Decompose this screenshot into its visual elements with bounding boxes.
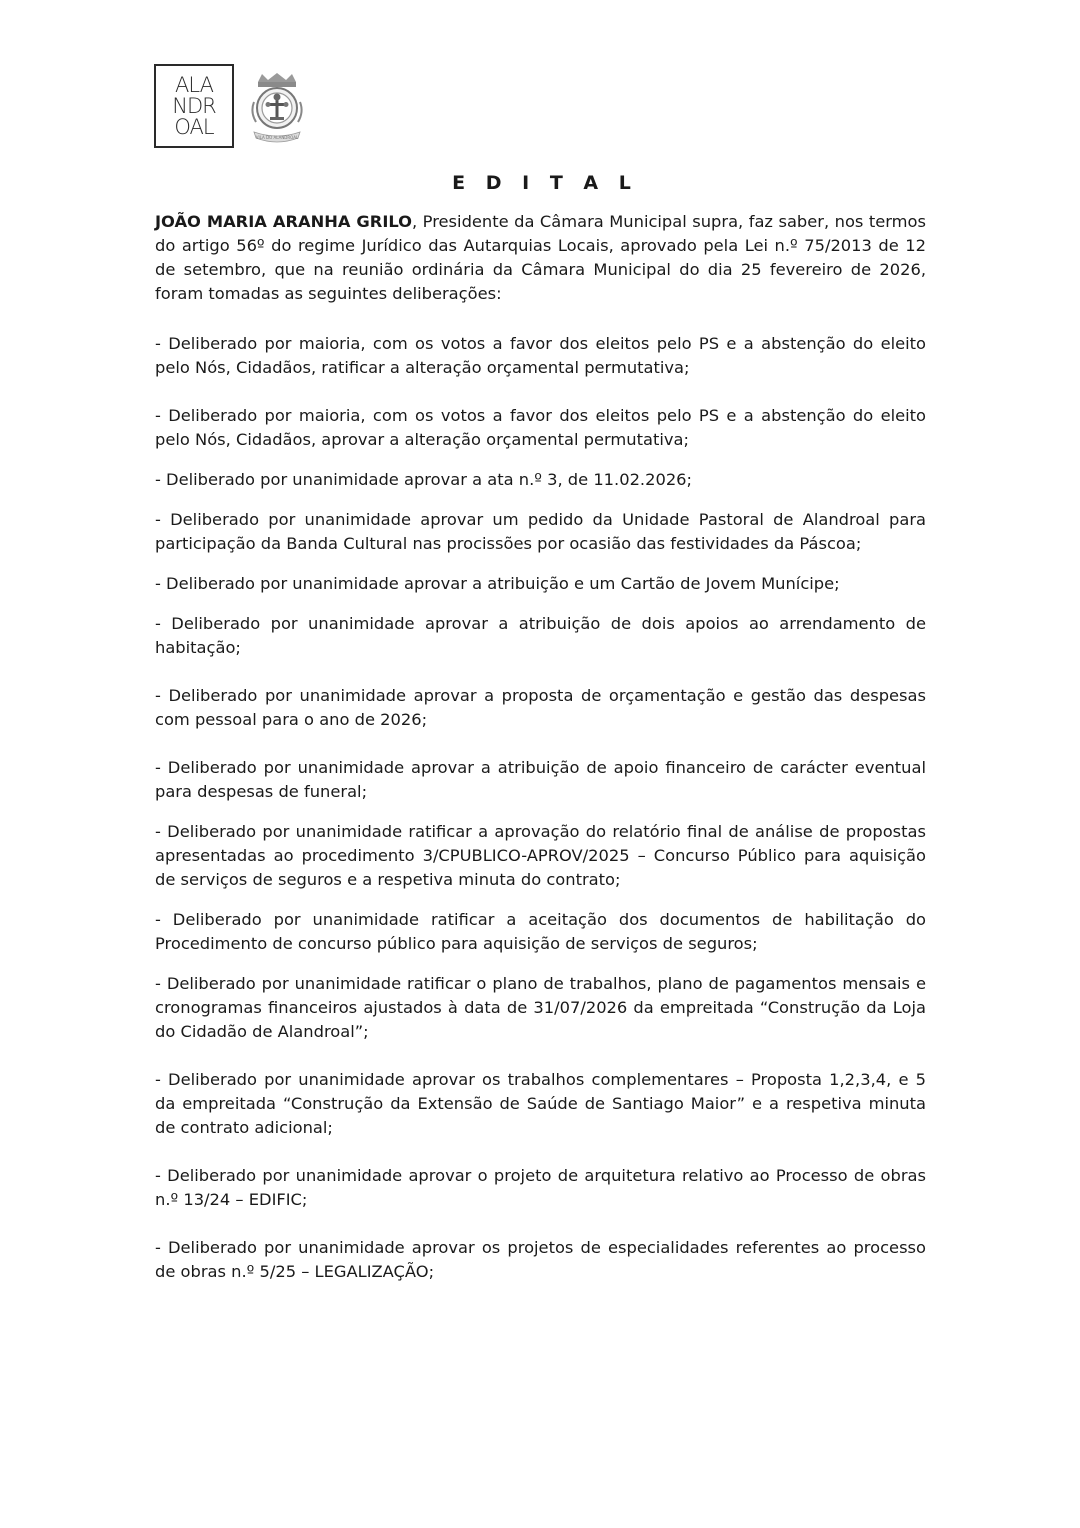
deliberation-item: - Deliberado por unanimidade aprovar os trabalhos complementares – Proposta 1,2,3,4, e 5 da empreitada “Construção da Extensão de Saúde de Santiago Maior” e a respetiva minuta de contrato adicional; — [155, 1070, 926, 1137]
deliberation-item: - Deliberado por unanimidade aprovar a ata n.º 3, de 11.02.2026; — [155, 470, 693, 489]
seal-caption: VILA DO ALANDROAL — [255, 135, 299, 140]
deliberation-item: - Deliberado por unanimidade aprovar a proposta de orçamentação e gestão das despesas com pessoal para o ano de 2026; — [155, 686, 926, 729]
deliberation-item: - Deliberado por unanimidade aprovar a atribuição e um Cartão de Jovem Munícipe; — [155, 574, 840, 593]
alandroal-wordmark-logo — [154, 64, 234, 148]
deliberation-item: - Deliberado por maioria, com os votos a favor dos eleitos pelo PS e a abstenção do eleito pelo Nós, Cidadãos, aprovar a alteração orçamental permutativa; — [155, 406, 926, 449]
president-name: JOÃO MARIA ARANHA GRILO — [155, 212, 413, 231]
wordmark-line: OAL — [174, 114, 214, 139]
document-body — [155, 210, 926, 1284]
wordmark-line: ALA — [175, 72, 213, 97]
coat-of-arms-icon — [246, 72, 308, 162]
wordmark-line: NDR — [172, 93, 216, 118]
deliberation-item: - Deliberado por unanimidade aprovar a atribuição de dois apoios ao arrendamento de habitação; — [155, 614, 926, 657]
deliberation-item: - Deliberado por unanimidade aprovar o projeto de arquitetura relativo ao Processo de obras n.º 13/24 – EDIFIC; — [155, 1166, 926, 1209]
deliberation-item: - Deliberado por unanimidade aprovar os projetos de especialidades referentes ao processo de obras n.º 5/25 – LEGALIZAÇÃO; — [155, 1238, 926, 1281]
intro-paragraph — [155, 210, 926, 306]
intro-text: , Presidente da Câmara Municipal supra, faz saber, nos termos do artigo 56º do regime Jurídico das Autarquias Locais, aprovado pela Lei n.º 75/2013 de 12 de setembro, que na reunião ordinária da Câmara Municipal do dia 25 fevereiro de 2026, foram tomadas as seguintes deliberações: — [155, 212, 926, 303]
deliberation-item: - Deliberado por unanimidade ratificar a aceitação dos documentos de habilitação do Procedimento de concurso público para aquisição de serviços de seguros; — [155, 910, 926, 953]
deliberation-item: - Deliberado por unanimidade ratificar o plano de trabalhos, plano de pagamentos mensais e cronogramas financeiros ajustados à data de 31/07/2026 da empreitada “Construção da Loja do Cidadão de Alandroal”; — [155, 974, 926, 1041]
deliberation-item: - Deliberado por unanimidade ratificar a aprovação do relatório final de análise de propostas apresentadas ao procedimento 3/CPUBLICO-APROV/2025 – Concurso Público para aquisição de serviços de seguros e a respetiva minuta do contrato; — [155, 822, 926, 889]
deliberation-item: - Deliberado por unanimidade aprovar um pedido da Unidade Pastoral de Alandroal para participação da Banda Cultural nas procissões por ocasião das festividades da Páscoa; — [155, 510, 926, 553]
document-title: E D I T A L — [452, 172, 638, 194]
deliberation-item: - Deliberado por unanimidade aprovar a atribuição de apoio financeiro de carácter eventual para despesas de funeral; — [155, 758, 926, 801]
deliberation-item: - Deliberado por maioria, com os votos a favor dos eleitos pelo PS e a abstenção do eleito pelo Nós, Cidadãos, ratificar a alteração orçamental permutativa; — [155, 334, 926, 377]
